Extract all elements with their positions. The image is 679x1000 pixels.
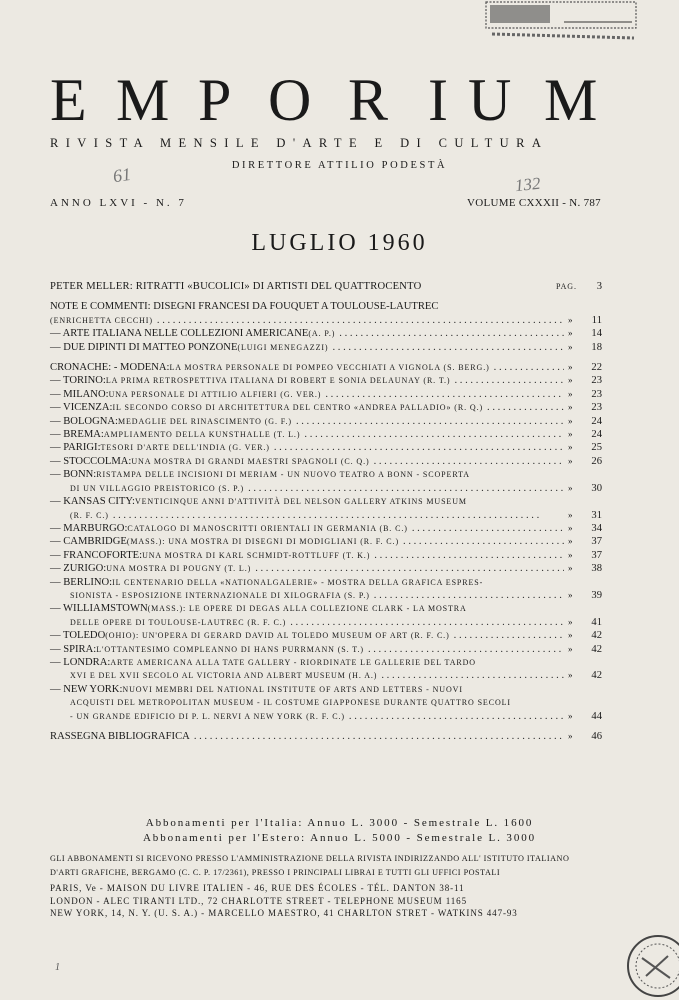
ditto-mark: » bbox=[568, 509, 573, 520]
page-cell bbox=[568, 361, 602, 374]
title-letter: E bbox=[50, 67, 87, 133]
ditto-mark: » bbox=[568, 362, 573, 373]
page-cell bbox=[568, 669, 602, 682]
note-author: (ENRICHETTA CECCHI) bbox=[50, 315, 153, 325]
page-cell bbox=[568, 428, 602, 441]
page-cell bbox=[568, 327, 602, 340]
toc-cronaca-entry bbox=[50, 401, 602, 414]
dot-leader bbox=[374, 589, 564, 602]
handwritten-note-right: 132 bbox=[514, 173, 542, 196]
toc-note-section: NOTE E COMMENTI: DISEGNI FRANCESI DA FOUQUET A TOULOUSE-LAUTREC (ENRICHETTA CECCHI) . . . » 11 bbox=[50, 300, 602, 327]
page-cell bbox=[568, 710, 602, 723]
library-stamp-top bbox=[484, 0, 644, 42]
cronaca-description: UNA MOSTRA DI GRANDI MAESTRI SPAGNOLI (C. Q.) bbox=[131, 456, 370, 466]
page-number-footer: 1 bbox=[55, 962, 60, 973]
dot-leader bbox=[333, 341, 565, 354]
dot-leader bbox=[248, 482, 564, 495]
dot-leader bbox=[339, 327, 564, 340]
table-of-contents bbox=[50, 280, 602, 743]
page-number: 34 bbox=[591, 522, 602, 534]
cronaca-city: CRONACHE: - MODENA: bbox=[50, 362, 170, 374]
cronaca-city: — VICENZA: bbox=[50, 402, 113, 414]
issue-date: LUGLIO 1960 bbox=[251, 230, 428, 256]
ditto-mark: » bbox=[568, 415, 573, 426]
toc-cronaca-entry bbox=[50, 643, 602, 656]
dot-leader bbox=[349, 710, 564, 723]
page-cell bbox=[568, 535, 602, 548]
toc-rassegna: RASSEGNA BIBLIOGRAFICA . . . » 46 bbox=[50, 730, 602, 743]
dot-leader bbox=[412, 522, 564, 535]
cronaca-description: MEDAGLIE DEL RINASCIMENTO (G. F.) bbox=[117, 416, 292, 426]
dot-leader bbox=[368, 643, 564, 656]
ditto-mark: » bbox=[568, 375, 573, 386]
page-cell bbox=[568, 401, 602, 414]
page-number: 24 bbox=[591, 429, 602, 441]
toc-cronaca-entry bbox=[50, 415, 602, 428]
page-number: 22 bbox=[591, 362, 602, 374]
ditto-mark: » bbox=[568, 388, 573, 399]
cronaca-description: (OHIO): UN'OPERA DI GERARD DAVID AL TOLEDO MUSEUM OF ART (R. F. C.) bbox=[105, 631, 450, 641]
dot-leader bbox=[403, 535, 564, 548]
toc-lead-article bbox=[50, 280, 602, 293]
agent-paris: PARIS, Ve - MAISON DU LIVRE ITALIEN - 46, RUE DES ÉCOLES - TÉL. DANTON 38-11 bbox=[50, 883, 465, 893]
ditto-mark: » bbox=[568, 643, 573, 654]
ditto-mark: » bbox=[568, 670, 573, 681]
cronaca-description: NUOVI MEMBRI DEL NATIONAL INSTITUTE OF ARTS AND LETTERS - NUOVI bbox=[122, 684, 463, 694]
toc-entry bbox=[50, 341, 602, 354]
director-line: DIRETTORE ATTILIO PODESTÀ bbox=[231, 160, 448, 171]
cronaca-city: — SPIRA: bbox=[50, 643, 97, 655]
ditto-mark: » bbox=[568, 563, 573, 574]
dot-leader bbox=[296, 415, 564, 428]
cronaca-description: UNA PERSONALE DI ATTILIO ALFIERI (G. VER.) bbox=[108, 389, 322, 399]
ditto-mark: » bbox=[568, 429, 573, 440]
subscription-italy: Abbonamenti per l'Italia: Annuo L. 3000 - Semestrale L. 1600 bbox=[145, 817, 534, 829]
page-number: 11 bbox=[591, 314, 602, 326]
issue-year-number: ANNO LXVI - N. 7 bbox=[50, 197, 187, 209]
page-cell bbox=[568, 482, 602, 495]
notice-line: GLI ABBONAMENTI SI RICEVONO PRESSO L'AMMINISTRAZIONE DELLA RIVISTA INDIRIZZANDO ALL' ISTITUTO ITALIANO bbox=[50, 854, 570, 863]
page-cell bbox=[568, 441, 602, 454]
toc-cronaca-entry bbox=[50, 361, 602, 374]
cronaca-description: TESORI D'ARTE DELL'INDIA (G. VER.) bbox=[100, 443, 270, 453]
entry-title: — DUE DIPINTI DI MATTEO PONZONE bbox=[50, 341, 238, 353]
cronaca-description: IL SECONDO CORSO DI ARCHITETTURA DEL CENTRO «ANDREA PALLADIO» (R. Q.) bbox=[112, 403, 484, 413]
page-number: 42 bbox=[591, 670, 602, 682]
cronaca-city: — KANSAS CITY: bbox=[50, 496, 135, 508]
cronaca-description: DELLE OPERE DI TOULOUSE-LAUTREC (R. F. C.) bbox=[70, 617, 287, 627]
title-letter: P bbox=[198, 67, 232, 133]
toc-cronaca-entry bbox=[50, 683, 602, 723]
page-cell bbox=[568, 616, 602, 629]
page-number: 14 bbox=[591, 328, 602, 340]
page-number: 44 bbox=[591, 710, 602, 722]
dot-leader bbox=[374, 455, 564, 468]
agent-new-york: NEW YORK, 14, N. Y. (U. S. A.) - MARCELLO MAESTRO, 41 CHARLTON STRET - WATKINS 447-93 bbox=[50, 908, 518, 918]
handwritten-note-left: 61 bbox=[111, 163, 133, 187]
cronaca-city: — MILANO: bbox=[50, 388, 109, 400]
page-number: 41 bbox=[591, 616, 602, 628]
ditto-mark: » bbox=[568, 328, 573, 339]
issue-volume: VOLUME CXXXII - N. 787 bbox=[466, 197, 601, 209]
subscription-abroad: Abbonamenti per l'Estero: Annuo L. 5000 - Semestrale L. 3000 bbox=[142, 832, 537, 844]
page-cell bbox=[568, 562, 602, 575]
cronaca-description: SIONISTA - ESPOSIZIONE INTERNAZIONALE DI XILOGRAFIA (S. P.) bbox=[70, 590, 370, 600]
page-number: 25 bbox=[591, 442, 602, 454]
ditto-mark: » bbox=[568, 710, 573, 721]
cronaca-description: IL CENTENARIO DELLA «NATIONALGALERIE» - MOSTRA DELLA GRAFICA ESPRES- bbox=[112, 577, 484, 587]
cronaca-description: XVI E DEL XVII SECOLO AL VICTORIA AND ALBERT MUSEUM (H. A.) bbox=[70, 671, 378, 681]
cronaca-description: AMPLIAMENTO DELLA KUNSTHALLE (T. L.) bbox=[103, 430, 301, 440]
entry-author: (A. P.) bbox=[308, 329, 336, 339]
ditto-mark: » bbox=[568, 630, 573, 641]
cronaca-description: DI UN VILLAGGIO PREISTORICO (S. P.) bbox=[70, 483, 245, 493]
toc-cronaca-entry bbox=[50, 441, 602, 454]
toc-cronaca-entry bbox=[50, 495, 602, 522]
cronaca-city: — WILLIAMSTOWN bbox=[50, 603, 148, 615]
toc-cronaca-entry bbox=[50, 428, 602, 441]
page-cell bbox=[568, 629, 602, 642]
cronaca-description: RISTAMPA DELLE INCISIONI DI MERIAM - UN NUOVO TEATRO A BONN - SCOPERTA bbox=[96, 470, 470, 480]
page-cell bbox=[568, 341, 602, 354]
toc-cronaca-entry bbox=[50, 374, 602, 387]
dot-leader bbox=[113, 509, 564, 522]
page-number: 37 bbox=[591, 536, 602, 548]
toc-cronaca-entry bbox=[50, 602, 602, 629]
cronaca-city: — BERLINO: bbox=[50, 576, 113, 588]
toc-entry bbox=[50, 327, 602, 340]
entry-title: — ARTE ITALIANA NELLE COLLEZIONI AMERICANE bbox=[50, 328, 309, 340]
dot-leader bbox=[290, 616, 564, 629]
magazine-title bbox=[50, 67, 604, 133]
page-number: 38 bbox=[591, 563, 602, 575]
ditto-mark: » bbox=[568, 616, 573, 627]
cronaca-description: UNA MOSTRA DI POUGNY (T. L.) bbox=[106, 564, 252, 574]
page-number: 18 bbox=[591, 341, 602, 353]
cronaca-city: — PARIGI: bbox=[50, 442, 101, 454]
page-cell bbox=[568, 589, 602, 602]
magazine-subtitle: RIVISTA MENSILE D'ARTE E DI CULTURA bbox=[50, 136, 549, 150]
title-letter: O bbox=[268, 67, 312, 133]
page-number: 26 bbox=[591, 455, 602, 467]
page-cell bbox=[568, 522, 602, 535]
page-cell bbox=[568, 374, 602, 387]
page-cell bbox=[568, 388, 602, 401]
toc-cronaca-entry bbox=[50, 468, 602, 495]
cronaca-city: — BREMA: bbox=[50, 429, 104, 441]
title-letter: R bbox=[348, 67, 389, 133]
ditto-mark: » bbox=[568, 589, 573, 600]
ditto-mark: » bbox=[568, 522, 573, 533]
page-cell bbox=[568, 549, 602, 562]
dot-leader bbox=[255, 562, 564, 575]
ditto-mark: » bbox=[568, 402, 573, 413]
cronaca-city: — FRANCOFORTE: bbox=[50, 549, 143, 561]
toc-cronaca-entry bbox=[50, 522, 602, 535]
title-letter: I bbox=[428, 67, 448, 133]
page-number: 30 bbox=[591, 482, 602, 494]
dot-leader bbox=[455, 374, 565, 387]
library-stamp-bottom bbox=[620, 928, 679, 998]
cronaca-city: — BOLOGNA: bbox=[50, 415, 118, 427]
dot-leader bbox=[494, 361, 564, 374]
cronaca-city: — STOCCOLMA: bbox=[50, 455, 132, 467]
page-number: 39 bbox=[591, 589, 602, 601]
page-number: 3 bbox=[596, 281, 602, 292]
page-cell bbox=[568, 509, 602, 522]
cronaca-description: L'OTTANTESIMO COMPLEANNO DI HANS PURRMANN (S. T.) bbox=[96, 644, 364, 654]
pag-label: PAG. bbox=[556, 282, 577, 291]
title-letter: M bbox=[116, 67, 170, 133]
toc-cronaca-entry bbox=[50, 455, 602, 468]
toc-cronaca-entry bbox=[50, 656, 602, 683]
page-number: 23 bbox=[591, 402, 602, 414]
lead-article-title: PETER MELLER: RITRATTI «BUCOLICI» DI ARTISTI DEL QUATTROCENTO bbox=[50, 281, 422, 292]
toc-cronaca-entry bbox=[50, 562, 602, 575]
dot-leader bbox=[454, 629, 564, 642]
page-number: 37 bbox=[591, 549, 602, 561]
cronaca-city: — BONN: bbox=[50, 469, 97, 481]
toc-cronaca-entry bbox=[50, 388, 602, 401]
rassegna-title: RASSEGNA BIBLIOGRAFICA bbox=[50, 731, 190, 742]
page-number: 31 bbox=[591, 509, 602, 521]
page-number: 42 bbox=[591, 643, 602, 655]
dot-leader bbox=[487, 401, 564, 414]
notice-line: D'ARTI GRAFICHE, BERGAMO (C. C. P. 17/2361), PRESSO I PRINCIPALI LIBRAI E TUTTI GLI UFFICI POSTALI bbox=[50, 868, 501, 877]
ditto-mark: » bbox=[568, 482, 573, 493]
title-letter: M bbox=[544, 67, 598, 133]
page-number: 23 bbox=[591, 388, 602, 400]
cronaca-description: - UN GRANDE EDIFICIO DI P. L. NERVI A NEW YORK (R. F. C.) bbox=[70, 711, 345, 721]
cronaca-description: ACQUISTI DEL METROPOLITAN MUSEUM - IL COSTUME GIAPPONESE DURANTE QUATTRO SECOLI bbox=[70, 698, 511, 708]
cronaca-city: — TOLEDO bbox=[50, 630, 106, 642]
dot-leader bbox=[374, 549, 564, 562]
dot-leader bbox=[274, 441, 564, 454]
page-cell bbox=[568, 643, 602, 656]
dot-leader bbox=[325, 388, 564, 401]
cronaca-city: — CAMBRIDGE bbox=[50, 536, 127, 548]
cronaca-city: — LONDRA: bbox=[50, 656, 111, 668]
cronaca-description: VENTICINQUE ANNI D'ATTIVITÀ DEL NELSON GALLERY ATKINS MUSEUM bbox=[134, 497, 467, 507]
cronaca-description: ARTE AMERICANA ALLA TATE GALLERY - RIORDINATE LE GALLERIE DEL TARDO bbox=[110, 657, 476, 667]
agent-london: LONDON - ALEC TIRANTI LTD., 72 CHARLOTTE STREET - TELEPHONE MUSEUM 1165 bbox=[50, 895, 467, 906]
dot-leader bbox=[304, 428, 564, 441]
cronaca-city: — ZURIGO: bbox=[50, 563, 107, 575]
ditto-mark: » bbox=[568, 549, 573, 560]
page-cell bbox=[568, 455, 602, 468]
cronaca-city: — MARBURGO: bbox=[50, 522, 128, 534]
ditto-mark: » bbox=[568, 455, 573, 466]
toc-cronaca-entry bbox=[50, 549, 602, 562]
page-number: 23 bbox=[591, 375, 602, 387]
page-number: 42 bbox=[591, 630, 602, 642]
ditto-mark: » bbox=[568, 341, 573, 352]
cronaca-city: — NEW YORK: bbox=[50, 683, 123, 695]
toc-cronaca-entry bbox=[50, 629, 602, 642]
cronaca-description: (MASS.): LE OPERE DI DEGAS ALLA COLLEZIONE CLARK - LA MOSTRA bbox=[147, 604, 467, 614]
cronaca-description: UNA MOSTRA DI KARL SCHMIDT-ROTTLUFF (T. K.) bbox=[142, 550, 371, 560]
title-letter: U bbox=[468, 67, 512, 133]
cronaca-description: LA MOSTRA PERSONALE DI POMPEO VECCHIATI A VIGNOLA (S. BERG.) bbox=[169, 363, 490, 373]
page-number: 24 bbox=[591, 415, 602, 427]
note-heading: NOTE E COMMENTI: DISEGNI FRANCESI DA FOUQUET A TOULOUSE-LAUTREC bbox=[50, 301, 439, 313]
cronaca-description: CATALOGO DI MANOSCRITTI ORIENTALI IN GERMANIA (B. C.) bbox=[127, 523, 408, 533]
subscription-notice bbox=[50, 852, 606, 880]
ditto-mark: » bbox=[568, 536, 573, 547]
cronaca-city: — TORINO: bbox=[50, 375, 106, 387]
ditto-mark: » bbox=[568, 442, 573, 453]
toc-cronaca-entry bbox=[50, 535, 602, 548]
entry-author: (LUIGI MENEGAZZI) bbox=[237, 342, 329, 352]
page-cell bbox=[568, 415, 602, 428]
page-number: 46 bbox=[591, 731, 602, 742]
toc-cronaca-entry bbox=[50, 576, 602, 603]
foreign-agents bbox=[50, 882, 606, 920]
cronaca-description: (MASS.): UNA MOSTRA DI DISEGNI DI MODIGLIANI (R. F. C.) bbox=[126, 537, 400, 547]
cronaca-description: (R. F. C.) bbox=[70, 510, 109, 520]
dot-leader bbox=[381, 669, 564, 682]
cronaca-description: LA PRIMA RETROSPETTIVA ITALIANA DI ROBERT E SONIA DELAUNAY (R. T.) bbox=[105, 376, 451, 386]
